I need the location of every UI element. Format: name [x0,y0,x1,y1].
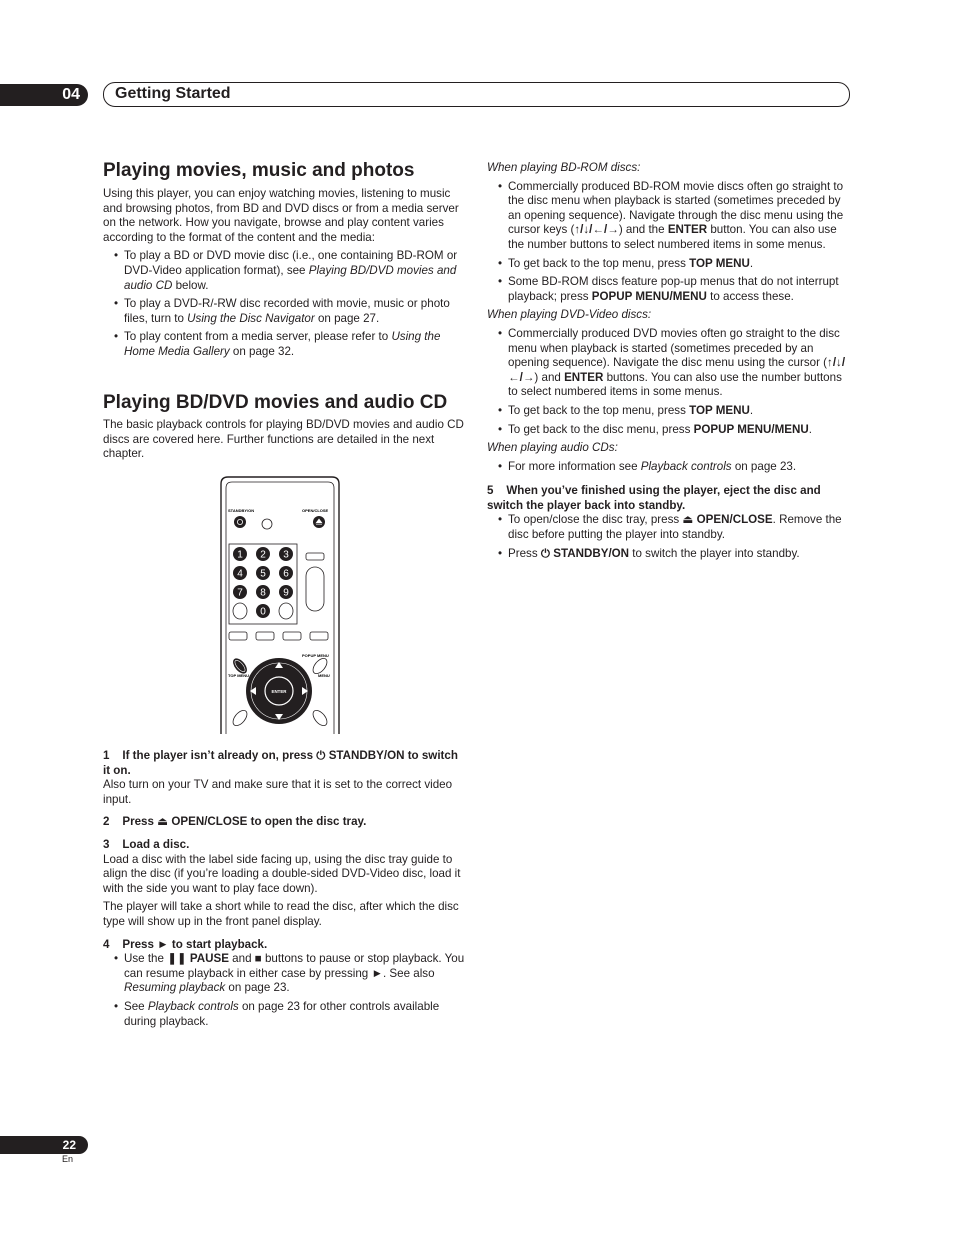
section-intro: Using this player, you can enjoy watching movies, listening to music and browsing photos, from BD and DVD discs or from a media server on the network. How you navigate, browse and play content varies according to the format of the content and the media: [103,187,459,244]
top-menu-label: TOP MENU [228,673,249,678]
standby-button [234,516,246,528]
language-code: En [62,1154,74,1164]
remote-control-illustration [220,476,340,734]
chapter-number: 04 [62,86,80,103]
bullet-list [487,513,849,561]
step-5-heading: 5 When you’ve finished using the player, eject the disc and switch the player back into standby. [487,484,821,512]
list-item: • Commercially produced BD-ROM movie discs often go straight to the disc menu when playback is started (sometimes preceded by an opening sequence). Navigate through the disc menu using the cursor keys (↑/↓/←/→) and the ENTER button. You can also use the number buttons to select numbered items in some menus. [487,180,849,253]
number-key-label: 7 [237,587,243,599]
list-item: • To get back to the top menu, press TOP MENU. [487,257,849,272]
number-key-label: 8 [260,587,266,599]
cross-reference-link[interactable]: Using the Disc Navigator [187,311,315,325]
list-item: • To open/close the disc tray, press ⏏ OPEN/CLOSE. Remove the disc before putting the player into standby. [487,513,849,542]
step-1-body: Also turn on your TV and make sure that it is set to the correct video input. [103,778,453,806]
chapter-header-bar [103,82,850,107]
step-2-heading: 2 Press ⏏ OPEN/CLOSE to open the disc tray. [103,815,367,829]
list-item: • To play a BD or DVD movie disc (i.e., one containing BD-ROM or DVD-Video application format), see Playing BD/DVD movies and audio CD below. [103,249,466,293]
section-playing-movies [103,160,466,360]
cross-reference-link[interactable]: Using the Home Media Gallery [124,330,441,358]
page-number-tab [0,1136,88,1154]
list-item: • Commercially produced DVD movies often go straight to the disc menu when playback is started (sometimes preceded by an opening sequence). Navigate the disc menu using the cursor (↑/↓/←/→) and ENTER buttons. You can also use the number buttons to select numbered items in some menus. [487,327,849,400]
bullet-list [487,180,849,305]
blank-key [233,603,247,619]
list-item: • Press ⏻ STANDBY/ON to switch the player into standby. [487,547,849,562]
page-number: 22 [62,1138,76,1152]
eject-icon: ⏏ [682,513,694,527]
open-close-label: OPEN/CLOSE [302,508,329,513]
subhead-dvd-video: When playing DVD-Video discs: [487,308,652,322]
cross-reference-link[interactable]: Playing BD/DVD movies and audio CD [124,263,457,292]
list-item: • To get back to the disc menu, press POPUP MENU/MENU. [487,423,849,438]
number-key-label: 0 [260,606,266,618]
blank-key [279,603,293,619]
number-key-label: 9 [283,587,289,599]
number-key-label: 3 [283,549,289,561]
list-item: • Use the ❚❚ PAUSE and ■ buttons to pause or stop playback. You can resume playback in either case by pressing ►. See also Resuming playback on page 23. [103,952,466,996]
menu-label: MENU [318,673,330,678]
number-key-label: 2 [260,549,266,561]
power-icon: ⏻ [316,749,326,762]
chapter-tab [0,84,88,106]
section-title: Playing BD/DVD movies and audio CD [103,392,448,413]
number-key-label: 5 [260,568,266,580]
step-1-heading: 1 If the player isn’t already on, press ⏻ STANDBY/ON to switch it on. [103,749,458,777]
subhead-bd-rom: When playing BD-ROM discs: [487,161,641,174]
list-item: • To get back to the top menu, press TOP MENU. [487,404,849,419]
pause-icon: ❚❚ [167,952,187,966]
list-item: • To play a DVD-R/-RW disc recorded with movie, music or photo files, turn to Using the Disc Navigator on page 27. [103,297,466,326]
number-keypad [233,547,293,619]
remote-control-drawing [220,476,340,734]
stop-icon: ■ [254,952,262,966]
section-intro: The basic playback controls for playing BD/DVD movies and audio CD discs are covered here. Further functions are detailed in the next chapter. [103,418,464,461]
chapter-title: Getting Started [115,85,231,102]
list-item: • For more information see Playback controls on page 23. [487,460,849,475]
enter-label: ENTER [271,689,287,694]
cursor-keys-icon: ↑/↓/←/→ [574,223,619,237]
list-item: • Some BD-ROM discs feature pop-up menus that do not interrupt playback; press POPUP MENU/MENU to access these. [487,275,849,304]
bullet-list [103,249,466,359]
step-3-body: Load a disc with the label side facing up, using the disc tray guide to align the disc (if you’re loading a double-sided DVD-Video disc, load it with the side you want to play face down). [103,852,461,895]
section-playing-bd-dvd [103,392,466,462]
standby-label: STANDBY/ON [228,508,255,513]
section-title: Playing movies, music and photos [103,160,415,181]
step-3-heading: 3 Load a disc. [103,837,190,851]
steps-1-4 [103,749,466,1029]
play-icon: ► [371,966,383,980]
cross-reference-link[interactable]: Resuming playback [124,981,226,995]
bullet-list [487,460,849,475]
power-icon: ⏻ [540,546,551,560]
eject-icon: ⏏ [157,815,169,829]
number-key-label: 4 [237,568,243,580]
popup-menu-label: POPUP MENU [302,653,329,658]
cursor-keys-icon: ↑/↓/←/→ [508,356,846,384]
cross-reference-link[interactable]: Playback controls [147,999,239,1013]
bullet-list [103,952,466,1029]
play-icon: ► [157,937,169,951]
subhead-audio-cd: When playing audio CDs: [487,441,618,455]
right-column [487,161,849,561]
bullet-list [487,327,849,437]
number-key-label: 1 [237,549,243,561]
step-4-heading: 4 Press ► to start playback. [103,937,268,951]
list-item: • To play content from a media server, please refer to Using the Home Media Gallery on page 32. [103,330,466,359]
cross-reference-link[interactable]: Playback controls [640,459,732,473]
list-item: • See Playback controls on page 23 for other controls available during playback. [103,1000,466,1029]
step-3-body-2: The player will take a short while to read the disc, after which the disc type will show up in the front panel display. [103,900,459,928]
number-key-label: 6 [283,568,289,580]
